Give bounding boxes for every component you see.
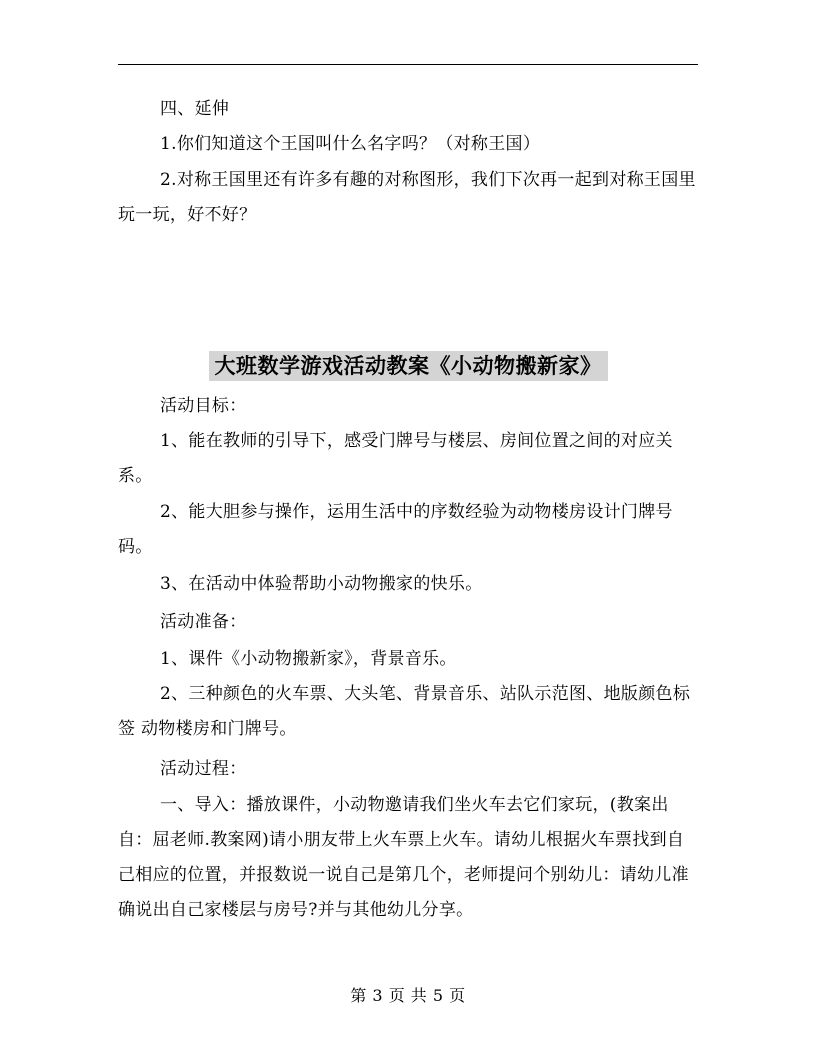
section-heading-preparation: 活动准备：	[160, 612, 247, 632]
paragraph: 2、三种颜色的火车票、大头笔、背景音乐、站队示范图、地版颜色标签 动物楼房和门牌号。	[118, 684, 691, 739]
paragraph: 3、在活动中体验帮助小动物搬家的快乐。	[160, 574, 483, 594]
paragraph: 2.对称王国里还有许多有趣的对称图形，我们下次再一起到对称王国里玩一玩，好不好？	[118, 170, 696, 225]
paragraph: 2、能大胆参与操作，运用生活中的序数经验为动物楼房设计门牌号码。	[118, 502, 673, 557]
paragraph: 1、能在教师的引导下，感受门牌号与楼层、房间位置之间的对应关系。	[118, 431, 673, 486]
paragraph: 1.你们知道这个王国叫什么名字吗？（对称王国）	[160, 134, 541, 154]
header-rule	[118, 64, 698, 65]
paragraph: 一、导入：播放课件，小动物邀请我们坐火车去它们家玩，(教案出自：屈老师.教案网)请小朋友带上火车票上火车。请幼儿根据火车票找到自己相应的位置，并报数说一说自己是第几个，老师提问个别幼儿：请幼儿准确说出自己家楼层与房号?并与其他幼儿分享。	[118, 795, 689, 920]
lesson-title-wrap	[0, 351, 816, 381]
section-heading-objectives: 活动目标：	[160, 396, 247, 416]
section-heading-process: 活动过程：	[160, 759, 247, 779]
page-indicator: 第 3 页 共 5 页	[350, 986, 466, 1005]
lesson-title: 大班数学游戏活动教案《小动物搬新家》	[209, 351, 608, 381]
section-heading-extension: 四、延伸	[160, 99, 230, 119]
paragraph: 1、课件《小动物搬新家》，背景音乐。	[160, 649, 457, 669]
